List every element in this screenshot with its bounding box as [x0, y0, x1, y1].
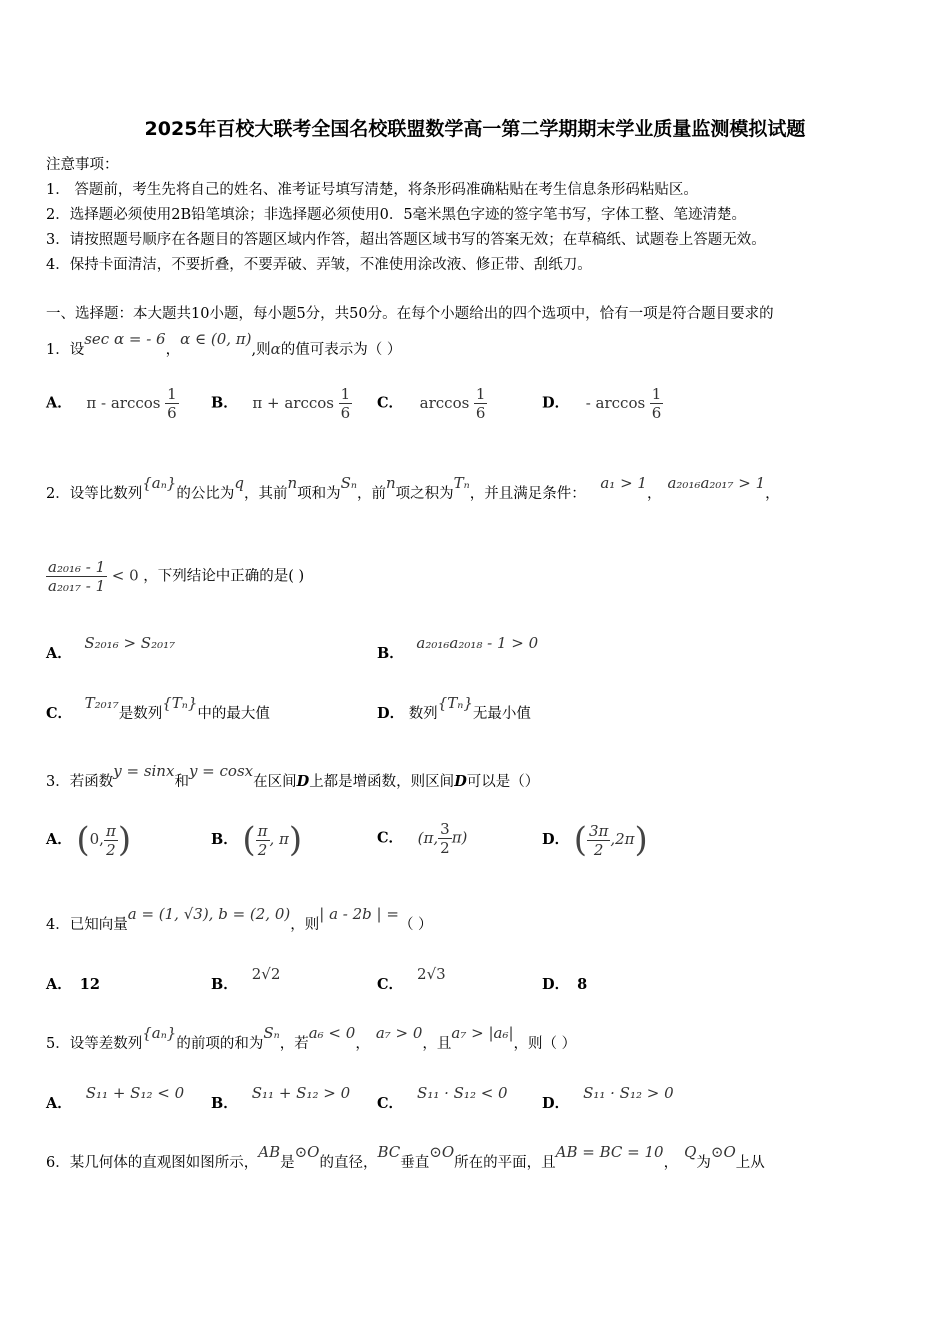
question-3: 3．若函数y = sinx和y = cosx在区间D上都是增函数，则区间D可以是（）: [46, 762, 540, 790]
notice-item: 1． 答题前，考生先将自己的姓名、准考证号填写清楚，将条形码准确粘贴在考生信息条形码粘贴区。: [46, 182, 698, 198]
q4-option-c[interactable]: C．2√3: [377, 965, 446, 993]
q4-option-b[interactable]: B．2√2: [211, 965, 281, 993]
q5-option-d[interactable]: D．S₁₁ · S₁₂ > 0: [542, 1084, 674, 1112]
page-title: 2025年百校大联考全国名校联盟数学高一第二学期期末学业质量监测模拟试题: [144, 118, 806, 140]
q1-option-a[interactable]: A． π - arccos $\frac{1}{6}$: [46, 385, 177, 422]
q1-option-c[interactable]: C． arccos $\frac{1}{6}$: [377, 385, 486, 422]
q4-option-d[interactable]: D． 8: [542, 976, 588, 993]
q5-option-a[interactable]: A．S₁₁ + S₁₂ < 0: [46, 1084, 185, 1112]
q3-option-a[interactable]: A． (0, $\frac{\pi}{2}$ ): [46, 820, 132, 860]
q5-option-c[interactable]: C．S₁₁ · S₁₂ < 0: [377, 1084, 508, 1112]
q2-option-a[interactable]: A． S₂₀₁₆ > S₂₀₁₇: [46, 634, 176, 662]
q1-option-b[interactable]: B． π + arccos $\frac{1}{6}$: [211, 385, 351, 422]
notice-heading: 注意事项：: [46, 157, 119, 173]
q4-option-a[interactable]: A． 12: [46, 976, 100, 993]
notice-item: 4．保持卡面清洁，不要折叠，不要弄破、弄皱，不准使用涂改液、修正带、刮纸刀。: [46, 257, 592, 273]
question-2: 2．设等比数列{aₙ}的公比为q，其前n项和为Sₙ，前n项之积为Tₙ，并且满足条件： a₁ > 1，a₂₀₁₆a₂₀₁₇ > 1，: [46, 474, 780, 502]
question-5: 5．设等差数列{aₙ}的前项的和为Sₙ，若a₆ < 0，a₇ > 0，且a₇ > |a₆|，则（ ）: [46, 1024, 577, 1052]
q1-option-d[interactable]: D． - arccos $\frac{1}{6}$: [542, 385, 662, 422]
q3-option-c[interactable]: C． (π, $\frac{3}{2}$ π): [377, 820, 468, 857]
question-6: 6．某几何体的直观图如图所示，AB是⊙O的直径，BC垂直⊙O所在的平面，且AB = BC = 10，Q为⊙O上从: [46, 1143, 765, 1171]
q3-option-b[interactable]: B． ( $\frac{\pi}{2}$ , π): [211, 820, 303, 860]
notice-item: 2．选择题必须使用2B铅笔填涂；非选择题必须使用0．5毫米黑色字迹的签字笔书写，字体工整、笔迹清楚。: [46, 207, 747, 223]
q2-option-c[interactable]: C． T₂₀₁₇是数列{Tₙ}中的最大值: [46, 694, 270, 722]
q3-option-d[interactable]: D． ( $\frac{3\pi}{2}$ ,2π): [542, 820, 648, 860]
question-4: 4．已知向量a = (1, √3), b = (2, 0)，则| a - 2b | =（ ）: [46, 905, 433, 933]
section-heading: 一、选择题：本大题共10小题，每小题5分，共50分。在每个小题给出的四个选项中，恰有一项是符合题目要求的: [46, 306, 774, 322]
notice-item: 3．请按照题号顺序在各题目的答题区域内作答，超出答题区域书写的答案无效；在草稿纸、试题卷上答题无效。: [46, 232, 766, 248]
q2-option-b[interactable]: B． a₂₀₁₆a₂₀₁₈ - 1 > 0: [377, 634, 539, 662]
question-1: 1．设sec α = - 6，α ∈ (0, π),则α的值可表示为（ ）: [46, 330, 402, 358]
question-2-condition: $\frac{\text{a₂₀₁₆ - 1}}{\text{a₂₀₁₇ - 1}}$ < 0 ，下列结论中正确的是( ): [48, 558, 305, 595]
q2-option-d[interactable]: D． 数列{Tₙ}无最小值: [377, 694, 531, 722]
q5-option-b[interactable]: B．S₁₁ + S₁₂ > 0: [211, 1084, 351, 1112]
